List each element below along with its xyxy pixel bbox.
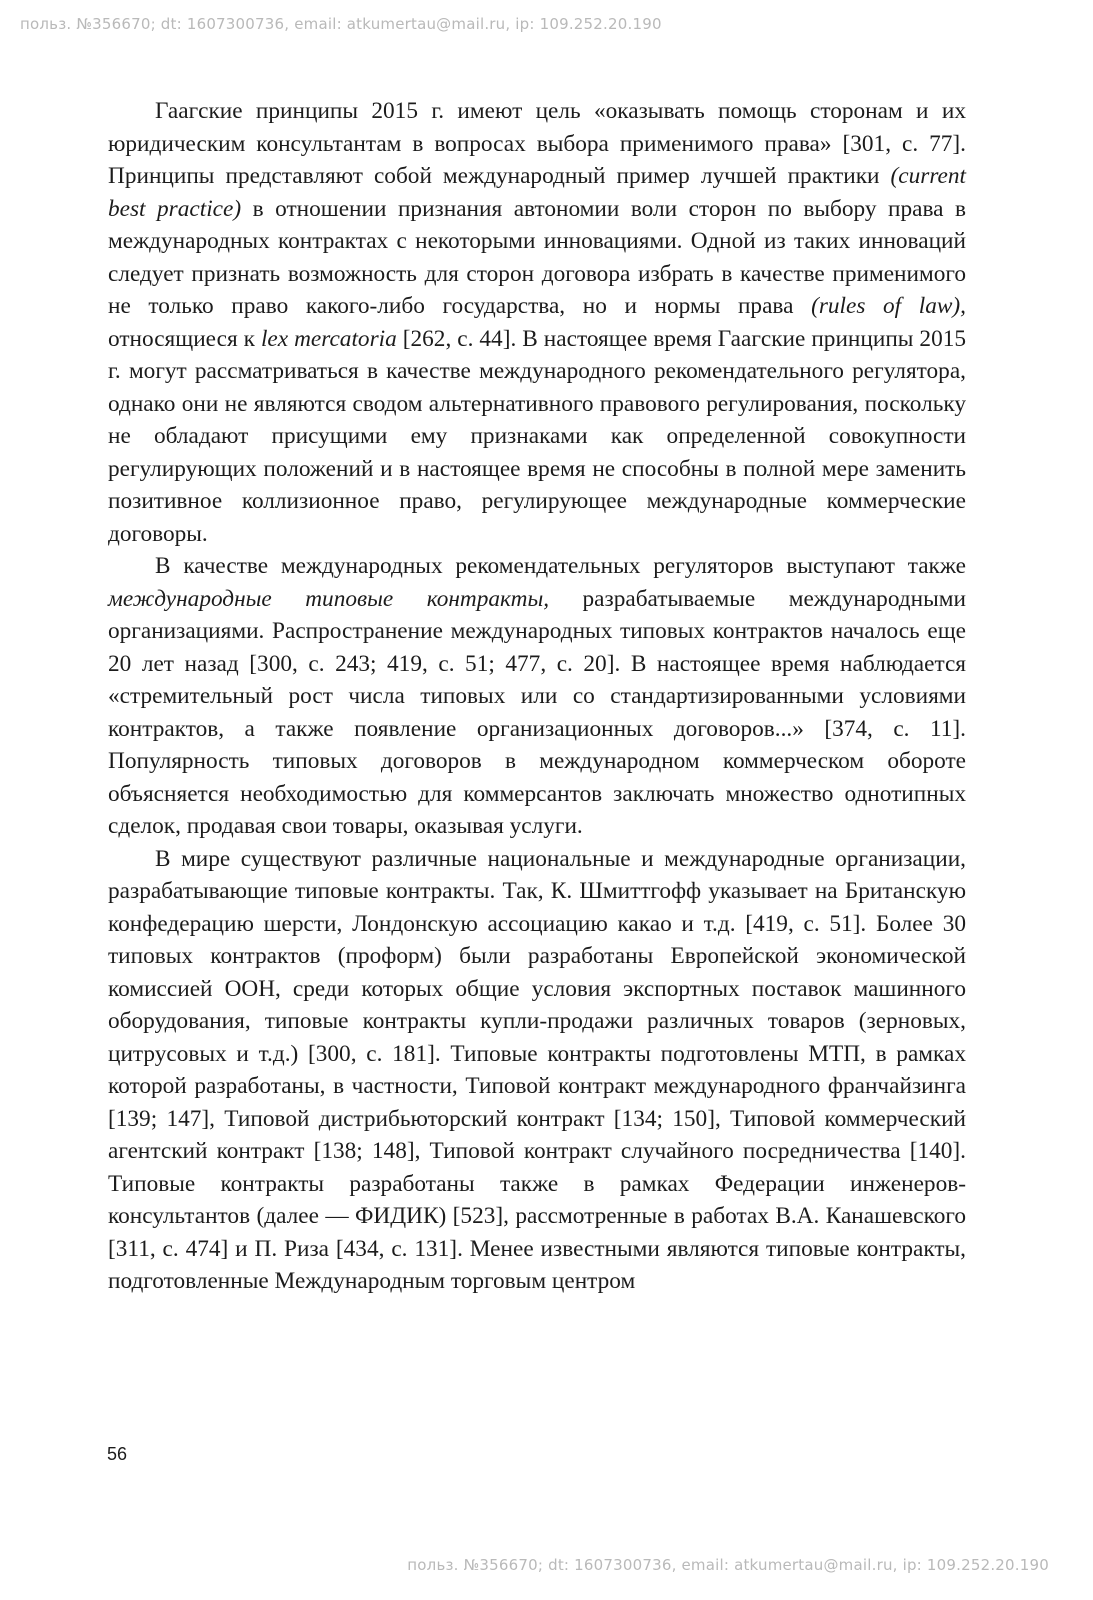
- text-run: В мире существуют различные национальные и международные организации, разрабатывающие типовые контракты. Так, К. Шмиттгофф указывает на Британскую конфедерацию шерсти, Лондонскую ассоциацию какао и т.д. [419, с. 51]. Более 30 типовых контрактов (проформ) были разработаны Европейской экономической комиссией ООН, среди которых общие условия экспортных поставок машинного оборудования, типовые контракты купли-продажи различных товаров (зерновых, цитрусовых и т.д.) [300, с. 181]. Типовые контракты подготовлены МТП, в рамках которой разработаны, в частности, Типовой контракт международного франчайзинга [139; 147], Типовой дистрибьюторский контракт [134; 150], Типовой коммерческий агентский контракт [138; 148], Типовой контракт случайного посредничества [140]. Типовые контракты разработаны также в рамках Федерации инженеров-консультантов (далее — ФИДИК) [523], рассмотренные в работах В.А. Канашевского [311, с. 474] и П. Риза [434, с. 131]. Менее известными являются типовые контракты, подготовленные Международным торговым центром: [108, 845, 966, 1294]
- paragraph: [108, 550, 966, 843]
- text-run: Гаагские принципы 2015 г. имеют цель «оказывать помощь сторонам и их юридическим консультантам в вопросах выбора применимого права» [301, с. 77]. Принципы представляют собой международный пример лучшей практики: [108, 98, 966, 189]
- italic-run: международные типовые контракты,: [108, 585, 550, 612]
- paragraph: [108, 95, 966, 550]
- watermark-bottom: польз. №356670; dt: 1607300736, email: atkumertau@mail.ru, ip: 109.252.20.190: [407, 1556, 1049, 1574]
- text-run: в отношении признания автономии воли сторон по выбору права в международных контрактах с некоторыми инновациями. Одной из таких инноваций следует признать возможность для сторон договора избрать в качестве применимого не только право какого-либо государства, но и нормы права: [108, 195, 966, 319]
- italic-run: (rules of law),: [811, 293, 966, 319]
- paragraph: [108, 843, 966, 1298]
- text-run: относящиеся к: [108, 325, 261, 352]
- page-number: 56: [107, 1444, 128, 1464]
- watermark-top: польз. №356670; dt: 1607300736, email: atkumertau@mail.ru, ip: 109.252.20.190: [20, 15, 662, 33]
- text-run: разрабатываемые международными организациями. Распространение международных типовых контрактов началось еще 20 лет назад [300, с. 243; 419, с. 51; 477, с. 20]. В настоящее время наблюдается «стремительный рост числа типовых или со стандартизированными условиями контрактов, а также появление организационных договоров...» [374, с. 11]. Популярность типовых договоров в международном коммерческом обороте объясняется необходимостью для коммерсантов заключать множество однотипных сделок, продавая свои товары, оказывая услуги.: [108, 585, 966, 839]
- italic-run: lex mercatoria: [260, 325, 397, 352]
- text-run: [262, с. 44]. В настоящее время Гаагские принципы 2015 г. могут рассматриваться в качестве международного рекомендательного регулятора, однако они не являются сводом альтернативного правового регулирования, поскольку не обладают присущими ему признаками как определенной совокупности регулирующих положений и в настоящее время не способны в полной мере заменить позитивное коллизионное право, регулирующее международные коммерческие договоры.: [108, 325, 967, 547]
- body-text: [108, 95, 966, 1298]
- text-run: В качестве международных рекомендательных регуляторов выступают также: [155, 553, 966, 579]
- italic-run: (current best practice): [108, 163, 966, 222]
